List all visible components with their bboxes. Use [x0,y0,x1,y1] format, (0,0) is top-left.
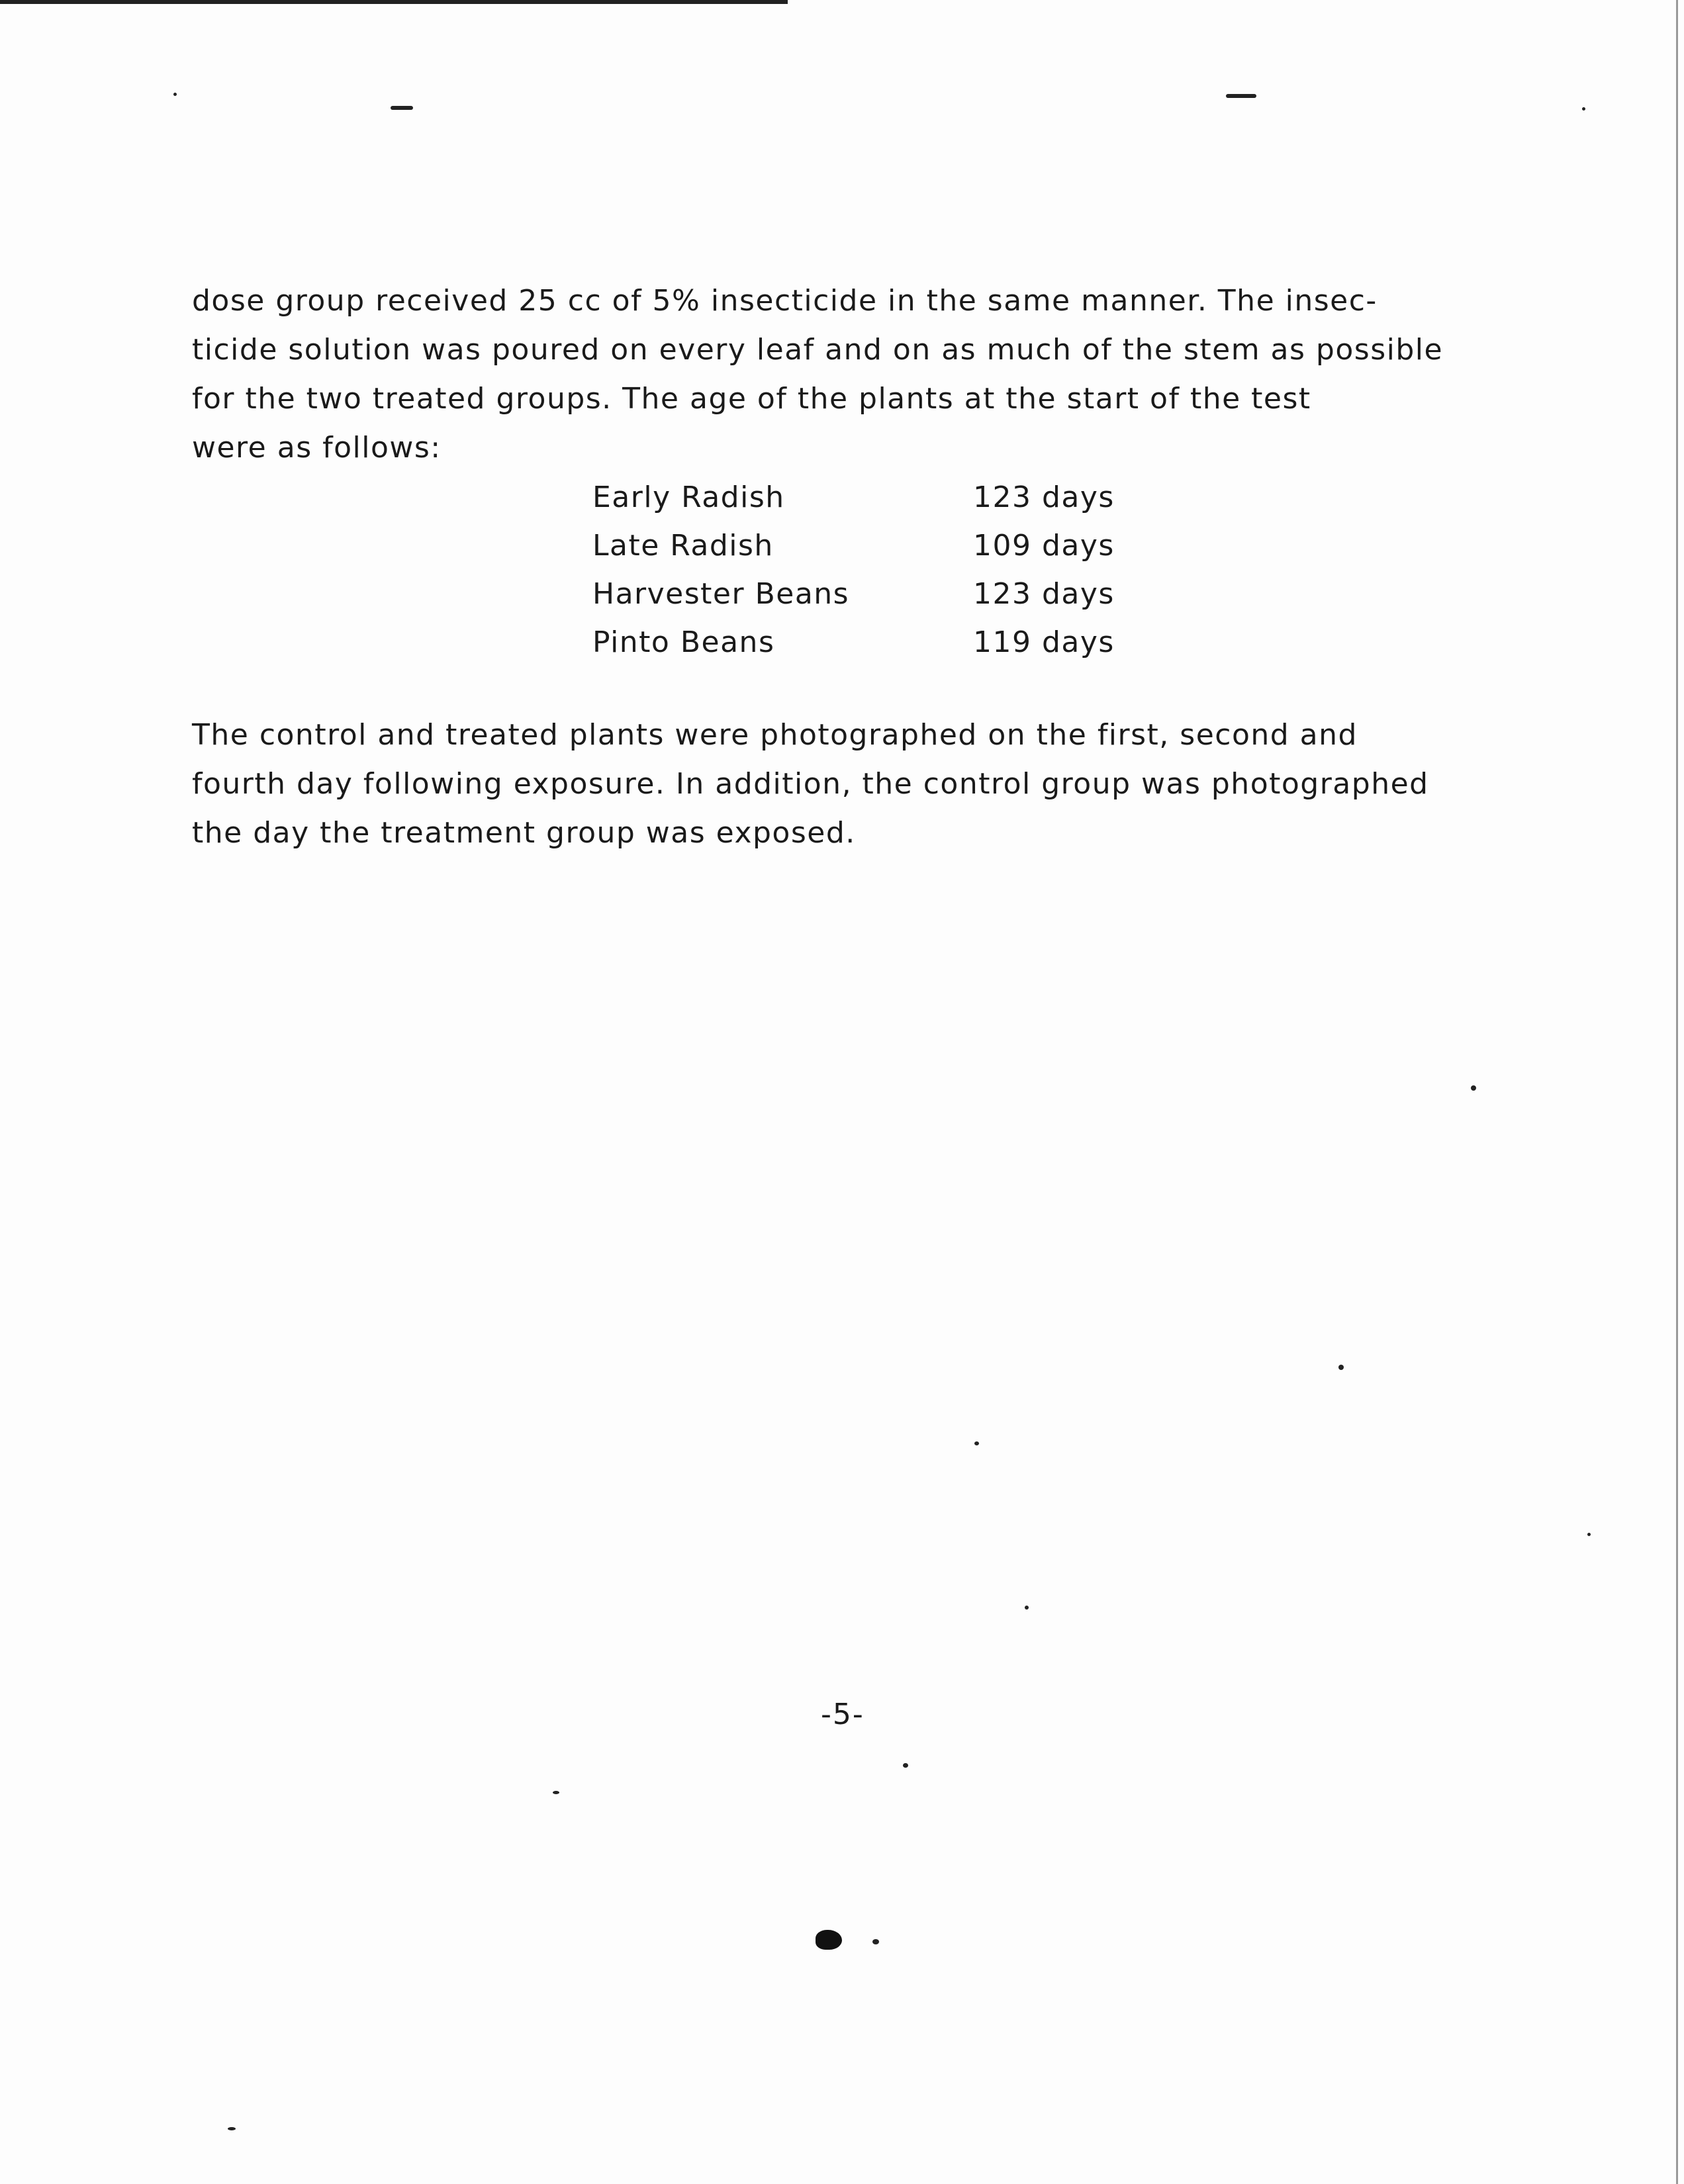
scan-mark [391,106,413,110]
right-page-edge [1676,0,1678,2184]
paragraph-line: the day the treatment group was exposed. [192,816,856,850]
paragraph-line: were as follows: [192,431,442,465]
plant-age-table [592,473,1115,666]
paragraph-line: ticide solution was poured on every leaf and on as much of the stem as possible [192,333,1444,367]
page-number: -5- [821,1698,865,1731]
scan-speck [228,2127,236,2130]
table-row [592,473,1115,522]
table-row [592,570,1115,618]
table-row [592,618,1115,666]
scan-speck [974,1441,979,1445]
photography-paragraph [192,711,1516,858]
scan-speck [1025,1606,1029,1610]
paragraph-line: fourth day following exposure. In addition, the control group was photographed [192,767,1429,801]
plant-name-cell: Late Radish [592,529,774,563]
top-scan-rule [0,0,788,4]
plant-age-cell: 119 days [973,625,1115,659]
scan-speck [173,93,177,96]
scan-speck [1582,107,1585,111]
paragraph-line: for the two treated groups. The age of the plants at the start of the test [192,382,1311,416]
paragraph-line: dose group received 25 cc of 5% insecticide in the same manner. The insec- [192,284,1378,318]
intro-paragraph [192,277,1516,473]
plant-name-cell: Pinto Beans [592,625,775,659]
scan-speck [553,1791,559,1794]
scan-speck [903,1763,908,1768]
scan-mark [1226,94,1256,98]
scan-speck [1587,1533,1591,1536]
plant-age-cell: 123 days [973,577,1115,611]
scan-speck [1471,1085,1476,1091]
paragraph-line: The control and treated plants were photographed on the first, second and [192,718,1358,752]
table-row [592,522,1115,570]
plant-name-cell: Harvester Beans [592,577,850,611]
plant-age-cell: 109 days [973,529,1115,563]
plant-age-cell: 123 days [973,480,1115,514]
ink-blot [816,1930,842,1950]
plant-name-cell: Early Radish [592,480,785,514]
scan-speck [872,1939,879,1944]
scan-speck [1338,1365,1344,1370]
